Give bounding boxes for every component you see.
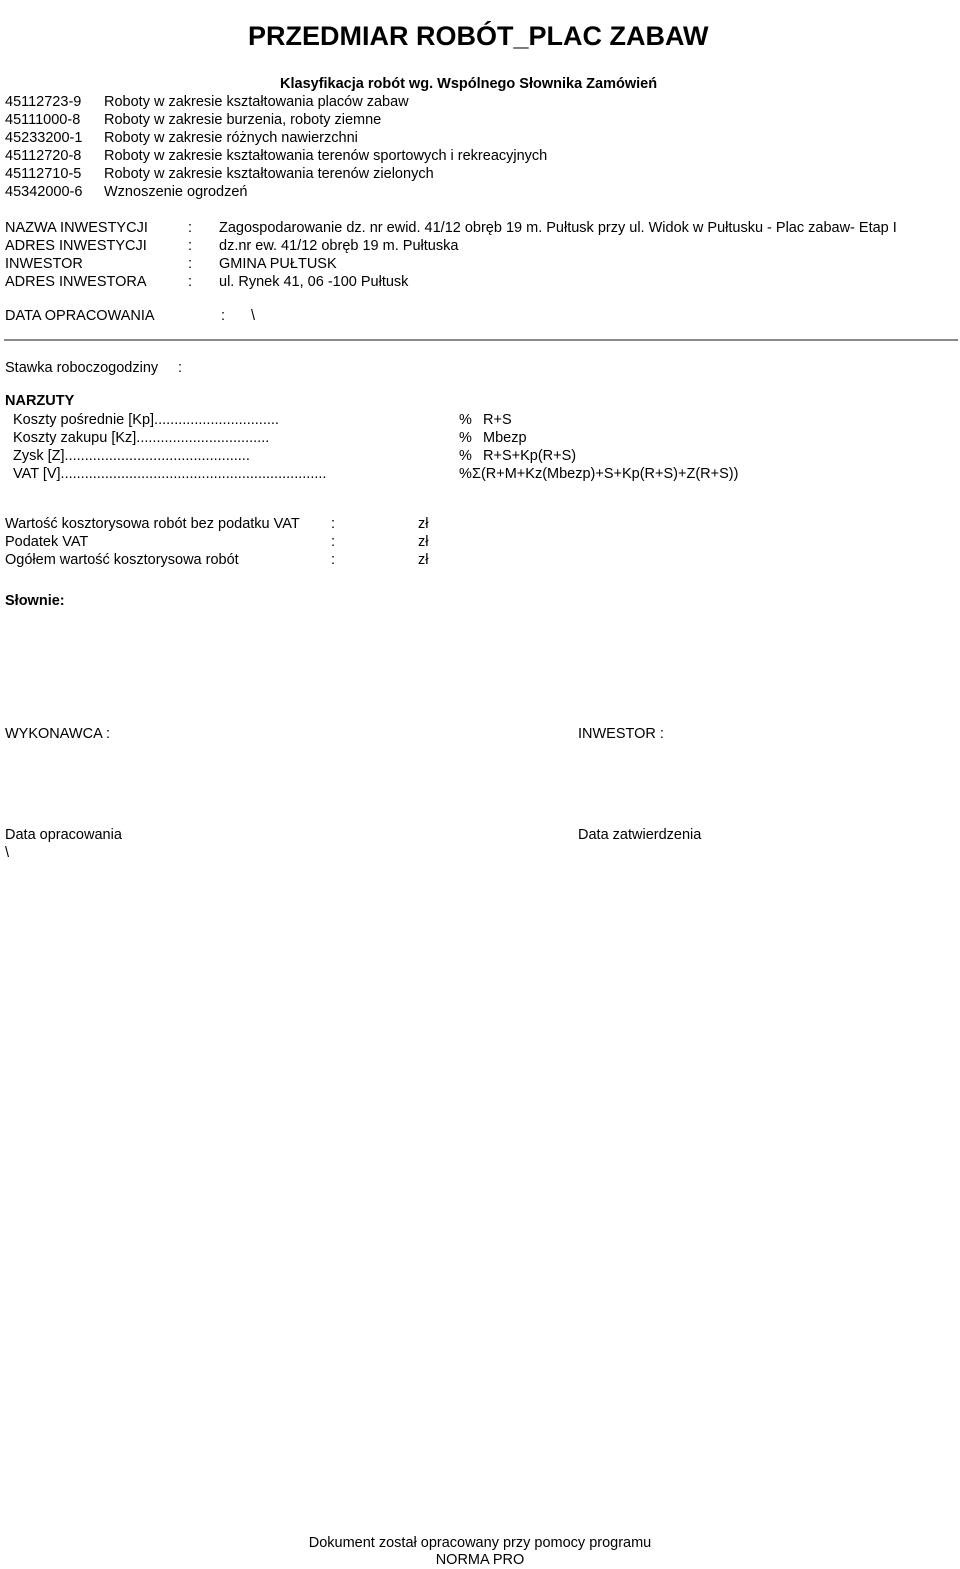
investment-name-label: NAZWA INWESTYCJI [5,220,148,236]
separator-colon: : [331,516,336,532]
separator-colon: : [221,308,226,324]
preparation-date-signature-label: Data opracowania [5,827,122,843]
investor-address-label: ADRES INWESTORA [5,274,147,290]
surcharge-base: R+S+Kp(R+S) [483,448,577,464]
surcharge-label: Koszty zakupu [Kz]................................. [13,430,270,446]
investor-value: GMINA PUŁTUSK [219,256,337,272]
cpv-description: Roboty w zakresie różnych nawierzchni [104,130,358,146]
contractor-label: WYKONAWCA : [5,726,110,742]
page-title: PRZEDMIAR ROBÓT_PLAC ZABAW [248,21,709,51]
cost-label: Ogółem wartość kosztorysowa robót [5,552,239,568]
approval-date-label: Data zatwierdzenia [578,827,702,843]
cost-currency: zł [418,516,429,532]
in-words-label: Słownie: [5,593,65,609]
cpv-description: Wznoszenie ogrodzeń [104,184,248,200]
cpv-code: 45111000-8 [5,112,81,128]
separator-colon: : [188,238,193,254]
investment-address-value: dz.nr ew. 41/12 obręb 19 m. Pułtuska [219,238,459,254]
surcharge-base: Mbezp [483,430,527,446]
separator-colon: : [331,534,336,550]
investment-name-value: Zagospodarowanie dz. nr ewid. 41/12 obręb 19 m. Pułtusk przy ul. Widok w Pułtusku - Plac zabaw- Etap I [219,220,897,236]
separator-colon: : [178,360,183,376]
surcharges-heading: NARZUTY [5,393,75,409]
surcharge-base: Σ(R+M+Kz(Mbezp)+S+Kp(R+S)+Z(R+S)) [472,466,739,482]
cpv-description: Roboty w zakresie kształtowania terenów zielonych [104,166,434,182]
cpv-description: Roboty w zakresie burzenia, roboty ziemne [104,112,382,128]
cpv-code: 45112723-9 [5,94,82,110]
cpv-code: 45233200-1 [5,130,83,146]
separator-colon: : [188,256,193,272]
cpv-code: 45112710-5 [5,166,82,182]
preparation-date-signature-value: \ [5,845,10,861]
surcharge-label: Koszty pośrednie [Kp]............................... [13,412,279,428]
preparation-date-value: \ [251,308,256,324]
cpv-code: 45342000-6 [5,184,83,200]
footer-line: Dokument został opracowany przy pomocy programu [308,1535,652,1551]
surcharge-unit: % [459,466,472,482]
classification-heading: Klasyfikacja robót wg. Wspólnego Słownika Zamówień [280,76,658,92]
surcharge-unit: % [459,430,472,446]
surcharge-unit: % [459,448,472,464]
separator-colon: : [331,552,336,568]
preparation-date-label: DATA OPRACOWANIA [5,308,155,324]
investor-signature-label: INWESTOR : [578,726,664,742]
separator-colon: : [188,220,193,236]
labour-rate-label: Stawka roboczogodziny [5,360,159,376]
cpv-description: Roboty w zakresie kształtowania terenów sportowych i rekreacyjnych [104,148,548,164]
cost-currency: zł [418,534,429,550]
surcharge-label: VAT [V].................................................................. [13,466,327,482]
surcharge-unit: % [459,412,472,428]
investor-label: INWESTOR [5,256,83,272]
cost-label: Podatek VAT [5,534,89,550]
investor-address-value: ul. Rynek 41, 06 -100 Pułtusk [219,274,409,290]
cpv-description: Roboty w zakresie kształtowania placów zabaw [104,94,409,110]
section-divider [4,339,958,341]
cpv-code: 45112720-8 [5,148,82,164]
separator-colon: : [188,274,193,290]
investment-address-label: ADRES INWESTYCJI [5,238,147,254]
surcharge-label: Zysk [Z].............................................. [13,448,250,464]
cost-label: Wartość kosztorysowa robót bez podatku VAT [5,516,300,532]
cost-currency: zł [418,552,429,568]
footer-program-name: NORMA PRO [435,1552,525,1568]
surcharge-base: R+S [483,412,512,428]
